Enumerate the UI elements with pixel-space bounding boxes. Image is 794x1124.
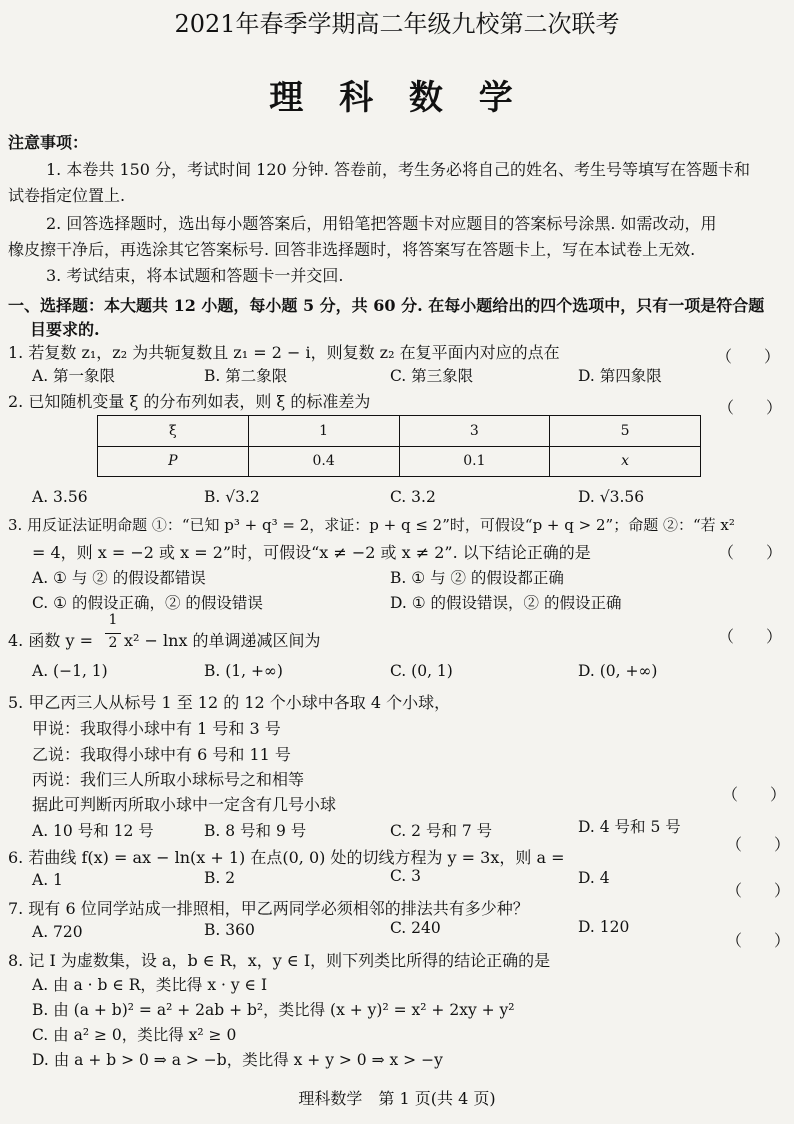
question-1-option-d: D. 第四象限	[578, 367, 662, 385]
question-3-stem-line1: 3. 用反证法证明命题 ①：“已知 p³ + q³ = 2，求证：p + q ≤ 2”时，可假设“p + q > 2”；命题 ②：“若 x²	[8, 516, 735, 534]
question-7-option-b: B. 360	[204, 921, 255, 939]
table-cell: 0.4	[248, 446, 399, 477]
question-1-option-b: B. 第二象限	[204, 367, 288, 385]
question-6-answer-blank: （ ）	[726, 835, 791, 854]
question-3-option-d: D. ① 的假设错误，② 的假设正确	[390, 594, 622, 612]
table-row	[98, 446, 701, 477]
question-3-option-b: B. ① 与 ② 的假设都正确	[390, 569, 564, 587]
question-5-option-a: A. 10 号和 12 号	[32, 822, 154, 840]
notice-line-1b: 试卷指定位置上.	[8, 186, 126, 205]
question-5-option-d: D. 4 号和 5 号	[578, 818, 681, 836]
question-2-option-b: B. √3.2	[204, 488, 260, 506]
distribution-table	[97, 415, 701, 477]
table-cell: 0.1	[399, 446, 550, 477]
question-6-option-d: D. 4	[578, 869, 610, 887]
question-8-option-a: A. 由 a · b ∈ R，类比得 x · y ∈ I	[32, 976, 268, 994]
question-8-stem: 8. 记 I 为虚数集，设 a，b ∈ R，x，y ∈ I，则下列类比所得的结论正确的是	[8, 951, 551, 970]
question-3-option-a: A. ① 与 ② 的假设都错误	[32, 569, 206, 587]
question-5-statement-bing: 丙说：我们三人所取小球标号之和相等	[32, 770, 305, 789]
question-2-answer-blank: （ ）	[718, 398, 783, 417]
question-5-option-c: C. 2 号和 7 号	[390, 822, 493, 840]
question-4-option-b: B. (1, +∞)	[204, 662, 283, 680]
question-2-option-c: C. 3.2	[390, 488, 436, 506]
section-heading-line2: 目要求的.	[30, 320, 100, 339]
question-1-option-c: C. 第三象限	[390, 367, 474, 385]
section-heading-line1: 一、选择题：本大题共 12 小题，每小题 5 分，共 60 分. 在每小题给出的四个选项中，只有一项是符合题	[8, 296, 765, 315]
question-2-option-d: D. √3.56	[578, 488, 645, 506]
question-8-option-c: C. 由 a² ≥ 0，类比得 x² ≥ 0	[32, 1026, 237, 1044]
question-5-ask: 据此可判断丙所取小球中一定含有几号小球	[32, 795, 337, 814]
question-7-stem: 7. 现有 6 位同学站成一排照相，甲乙两同学必须相邻的排法共有多少种？	[8, 899, 529, 918]
table-cell: 1	[248, 416, 399, 447]
question-4-option-a: A. (−1, 1)	[32, 662, 108, 680]
question-1-option-a: A. 第一象限	[32, 367, 116, 385]
notice-label: 注意事项：	[8, 133, 89, 152]
question-6-stem: 6. 若曲线 f(x) = ax − ln(x + 1) 在点(0, 0) 处的切线方程为 y = 3x，则 a =	[8, 848, 565, 867]
subject-title: 理 科 数 学	[269, 78, 525, 118]
question-7-option-a: A. 720	[32, 923, 83, 941]
table-cell: P	[98, 446, 249, 477]
question-3-stem-line2: = 4，则 x = −2 或 x = 2”时，可假设“x ≠ −2 或 x ≠ 2”. 以下结论正确的是	[32, 543, 591, 562]
question-4-option-c: C. (0, 1)	[390, 662, 453, 680]
notice-line-2b: 橡皮擦干净后，再选涂其它答案标号. 回答非选择题时，将答案写在答题卡上，写在本试卷上无效.	[8, 240, 696, 259]
exam-title: 2021年春季学期高二年级九校第二次联考	[174, 10, 620, 38]
notice-line-3: 3. 考试结束，将本试题和答题卡一并交回.	[46, 266, 344, 285]
question-4-stem-prefix: 4. 函数 y =	[8, 631, 93, 650]
question-7-answer-blank: （ ）	[726, 881, 791, 900]
question-6-option-a: A. 1	[32, 871, 63, 889]
question-6-option-b: B. 2	[204, 869, 236, 887]
question-6-option-c: C. 3	[390, 867, 422, 885]
question-5-statement-jia: 甲说：我取得小球中有 1 号和 3 号	[32, 719, 281, 738]
question-7-option-d: D. 120	[578, 918, 630, 936]
question-1-answer-blank: （ ）	[716, 347, 781, 366]
question-4-fraction-denominator: 2	[108, 635, 118, 651]
table-cell: ξ	[98, 416, 249, 447]
question-4-stem-suffix: x² − lnx 的单调递减区间为	[124, 631, 321, 650]
table-cell: 3	[399, 416, 550, 447]
question-8-answer-blank: （ ）	[726, 931, 791, 950]
question-2-option-a: A. 3.56	[32, 488, 88, 506]
table-cell: x	[550, 446, 701, 477]
question-3-option-c: C. ① 的假设正确，② 的假设错误	[32, 594, 263, 612]
notice-line-1a: 1. 本卷共 150 分，考试时间 120 分钟. 答卷前，考生务必将自己的姓名、考生号等填写在答题卡和	[46, 160, 750, 179]
question-5-stem: 5. 甲乙丙三人从标号 1 至 12 的 12 个小球中各取 4 个小球，	[8, 693, 451, 712]
table-row	[98, 416, 701, 447]
question-8-option-b: B. 由 (a + b)² = a² + 2ab + b²，类比得 (x + y)² = x² + 2xy + y²	[32, 1001, 515, 1019]
question-5-answer-blank: （ ）	[722, 785, 787, 804]
question-7-option-c: C. 240	[390, 919, 441, 937]
question-4-option-d: D. (0, +∞)	[578, 662, 658, 680]
question-4-fraction-numerator: 1	[108, 612, 118, 628]
question-1-stem: 1. 若复数 z₁，z₂ 为共轭复数且 z₁ = 2 − i，则复数 z₂ 在复平面内对应的点在	[8, 343, 560, 362]
page-footer: 理科数学 第 1 页(共 4 页)	[298, 1089, 496, 1108]
question-2-stem: 2. 已知随机变量 ξ 的分布列如表，则 ξ 的标准差为	[8, 392, 371, 411]
question-4-fraction-bar	[105, 633, 121, 634]
question-5-statement-yi: 乙说：我取得小球中有 6 号和 11 号	[32, 745, 291, 764]
notice-line-2a: 2. 回答选择题时，选出每小题答案后，用铅笔把答题卡对应题目的答案标号涂黑. 如需改动，用	[46, 214, 717, 233]
question-8-option-d: D. 由 a + b > 0 ⇒ a > −b，类比得 x + y > 0 ⇒ x > −y	[32, 1051, 443, 1069]
question-3-answer-blank: （ ）	[718, 543, 783, 562]
question-5-option-b: B. 8 号和 9 号	[204, 822, 307, 840]
table-cell: 5	[550, 416, 701, 447]
question-4-answer-blank: （ ）	[718, 627, 783, 646]
